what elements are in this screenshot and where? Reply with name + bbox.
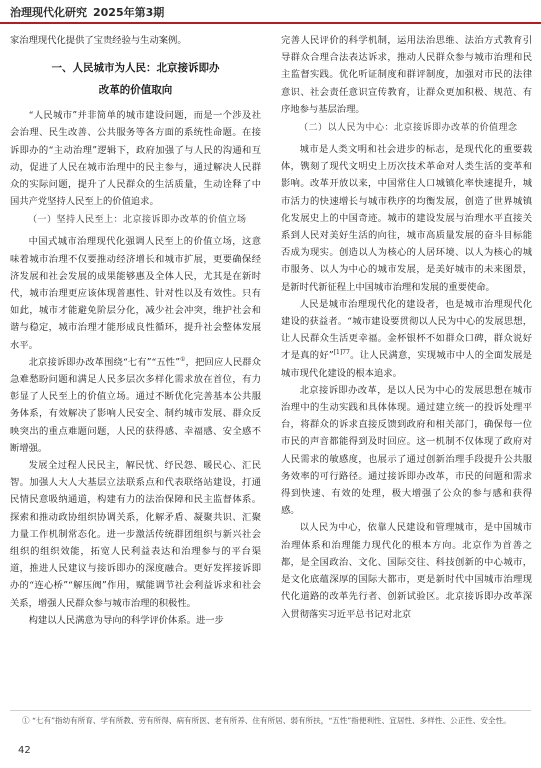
- left-para-3: [10, 354, 261, 457]
- right-para-2-text-b: 。让人民满意，实现城市中人的全面发展是城市现代化建设的根本追求。: [281, 350, 532, 379]
- subhead-2: （二）以人民为中心：北京接诉即办改革的价值理念: [299, 123, 518, 134]
- right-para-1: 城市是人类文明和社会进步的标志，是现代化的重要载体，镌刻了现代文明史上历次技术革命对人类生活的变革和影响。改革开放以来，中国常住人口城镇化率快速提升，城市活力的快速增长与城市秩序的均衡发展，创造了世界城镇化发展史上的中国奇迹。城市的建设发展与治理水平直接关系到人民对美好生活的向往，城市高质量发展的奋斗目标能否成为现实。创造以人为核心的人居环境、以人为核心的城市服务、以人为中心的城市发展，是美好城市的未来图景，是新时代新征程上中国城市治理和发展的重要使命。: [281, 144, 532, 293]
- footnote: ① “七有”指幼有所育、学有所教、劳有所得、病有所医、老有所养、住有所居、弱有所扶，“五性”指便利性、宜居性、多样性、公正性、安全性。: [22, 716, 511, 725]
- page-header: [0, 0, 541, 26]
- left-para-1: “人民城市”并非简单的城市建设问题，而是一个涉及社会治理、民生改善、公共服务等各方面的系统性命题。在接诉即办的“主动治理”逻辑下，政府加强了与人民的沟通和互动，促进了人民在城市治理中的民主参与，通过解决人民群众的实际问题，提升了人民群众的生活质量，生动诠释了中国共产党坚持人民至上的价值追求。: [10, 110, 261, 208]
- left-para-4: 发展全过程人民民主，解民忧、纾民怨、暖民心、汇民智。加强人大人大基层立法联系点和代表联络站建设，打通民情民意吸纳通道，构建有力的法治保障和民主监督体系。探索和推动政协组织协调关系，化解矛盾、凝聚共识、汇聚力量工作机制常态化。进一步激活传统群团组织与新兴社会组织的组织效能，拓宽人民利益表达和治理参与的平台渠道，推进人民建议与接诉即办的深度融合。更好发挥接诉即办的“连心桥”“解压阀”作用，赋能调节社会利益诉求和社会关系，增强人民群众参与城市治理的积极性。: [10, 460, 261, 609]
- right-para-0: 完善人民评价的科学机制，运用法治思维、法治方式教育引导群众合理合法表达诉求，推动人民群众参与城市治理和民主监督实践。优化听证制度和群评制度，加强对市民的法律意识、社会责任意识宣传教育，让群众更加积极、规范、有序地参与基层治理。: [281, 35, 532, 115]
- left-para-3-text-a: 北京接诉即办改革围绕“七有”“五性”: [28, 356, 180, 368]
- section-title: [10, 57, 261, 101]
- header-rule: [0, 22, 541, 24]
- citation-marker: [1]77: [333, 349, 350, 357]
- right-para-2: [281, 296, 532, 382]
- section-title-line2: 改革的价值取向: [98, 84, 173, 97]
- right-para-3: 北京接诉即办改革，是以人民为中心的发展思想在城市治理中的生动实践和具体体现。通过建立统一的投诉处理平台，将群众的诉求直接反馈到政府和相关部门，确保每一位市民的声音都能得到及时回应。这一机制不仅体现了政府对人民需求的敏感度，也展示了通过创新治理手段提升公共服务效率的可行路径。通过接诉即办改革，市民的问题和需求得到快速、有效的处理，极大增强了公众的参与感和获得感。: [281, 384, 532, 517]
- right-column: [281, 32, 532, 623]
- journal-issue: 2025年第3期: [93, 6, 165, 19]
- left-para-3-text-b: ，把回应人民群众急难愁盼问题和满足人民多层次多样化需求放在首位，有力彰显了人民至上的价值立场。通过不断优化完善基本公共服务体系，有效解决了影响人民安全、制约城市发展、群众反映突出的重点难题问题，人民的获得感、幸福感、安全感不断增强。: [10, 356, 261, 454]
- page-number: 42: [18, 745, 31, 756]
- section-title-line1: 一、人民城市为人民：北京接诉即办: [51, 62, 220, 75]
- left-column: [10, 32, 261, 629]
- left-para-0: 家治理现代化提供了宝贵经验与生动案例。: [10, 35, 187, 46]
- journal-header: [10, 4, 164, 20]
- footnote-rule: [10, 710, 531, 711]
- right-para-4: 以人民为中心，依靠人民建设和管理城市，是中国城市治理体系和治理能力现代化的根本方向。北京作为首善之都，是全国政治、文化、国际交往、科技创新的中心城市，是文化底蕴深厚的国际大都市，更是新时代中国城市治理现代化道路的改革先行者、创新试验区。北京接诉即办改革深入贯彻落实习近平总书记对北京: [281, 522, 532, 620]
- journal-name: 治理现代化研究: [10, 6, 87, 19]
- subhead-1: （一）坚持人民至上：北京接诉即办改革的价值立场: [28, 215, 247, 226]
- footnote-marker: ①: [179, 355, 186, 363]
- left-para-2: 中国式城市治理现代化强调人民至上的价值立场，这意味着城市治理不仅要推动经济增长和城市扩展，更要确保经济发展和社会发展的成果能够惠及全体人民，尤其是在新时代，城市治理更应该体现普惠性、针对性以及有效性。只有如此，城市才能避免阶层分化，减少社会冲突，维护社会和谐与稳定，城市治理才能形成良性循环，提升社会整体发展水平。: [10, 236, 261, 351]
- right-para-2-text-a: 人民是城市治理现代化的建设者，也是城市治理现代化建设的获益者。“城市建设要贯彻以人民为中心的发展思想，让人民群众生活更幸福。金杯银杯不如群众口碑，群众说好才是真的好”: [281, 298, 532, 362]
- left-para-5: 构建以人民满意为导向的科学评价体系。进一步: [28, 614, 224, 626]
